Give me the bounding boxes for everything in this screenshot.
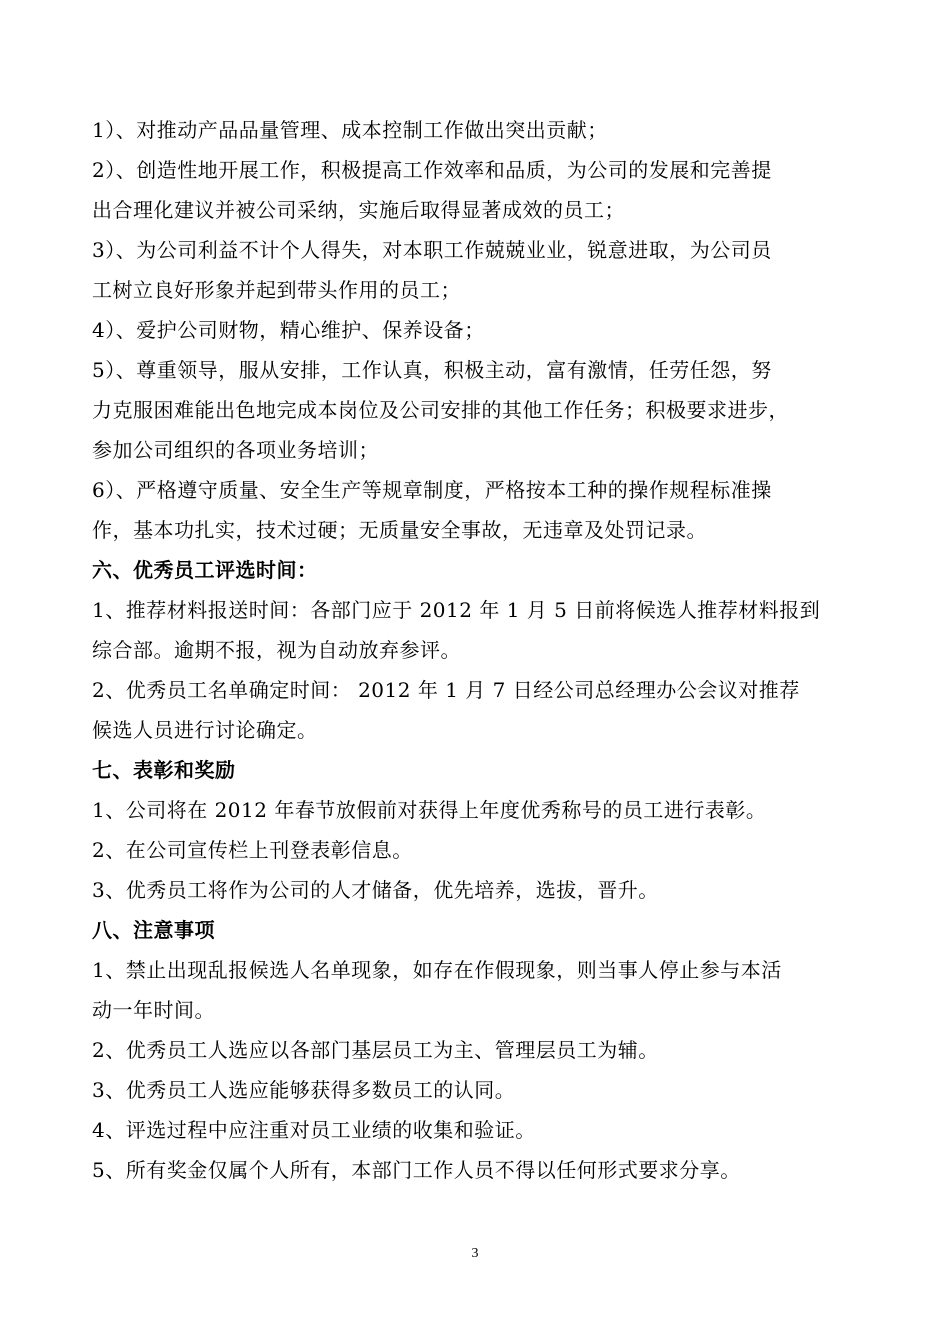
text-line: 参加公司组织的各项业务培训； (92, 438, 379, 462)
text-line: 作，基本功扎实，技术过硬；无质量安全事故，无违章及处罚记录。 (92, 518, 707, 542)
text-line: 6）、严格遵守质量、安全生产等规章制度，严格按本工种的操作规程标准操 (92, 478, 772, 502)
text-line: 候选人员进行讨论确定。 (92, 718, 318, 742)
text-line: 3、优秀员工将作为公司的人才储备，优先培养，选拔，晋升。 (92, 878, 659, 902)
text-line: 动一年时间。 (92, 998, 215, 1022)
text-line: 2、优秀员工名单确定时间： 2012 年 1 月 7 日经公司总经理办公会议对推荐 (92, 678, 800, 702)
text-line: 2、在公司宣传栏上刊登表彰信息。 (92, 838, 413, 862)
text-line: 出合理化建议并被公司采纳，实施后取得显著成效的员工； (92, 198, 625, 222)
text-line: 工树立良好形象并起到带头作用的员工； (92, 278, 461, 302)
text-line: 4）、爱护公司财物，精心维护、保养设备； (92, 318, 485, 342)
text-line: 力克服困难能出色地完成本岗位及公司安排的其他工作任务；积极要求进步， (92, 398, 789, 422)
page-number: 3 (471, 1246, 479, 1261)
text-line: 1、禁止出现乱报候选人名单现象，如存在作假现象，则当事人停止参与本活 (92, 958, 782, 982)
text-line: 4、评选过程中应注重对员工业绩的收集和验证。 (92, 1118, 536, 1142)
text-line: 2）、创造性地开展工作，积极提高工作效率和品质，为公司的发展和完善提 (92, 158, 772, 182)
text-line: 5、所有奖金仅属个人所有，本部门工作人员不得以任何形式要求分享。 (92, 1158, 741, 1182)
document-body (92, 110, 864, 1190)
text-line: 3、优秀员工人选应能够获得多数员工的认同。 (92, 1078, 516, 1102)
section-heading: 七、表彰和奖励 (92, 758, 236, 782)
section-heading: 八、注意事项 (92, 918, 215, 942)
text-line: 1、公司将在 2012 年春节放假前对获得上年度优秀称号的员工进行表彰。 (92, 798, 767, 822)
section-heading: 六、优秀员工评选时间： (92, 558, 318, 582)
text-line: 1）、对推动产品品量管理、成本控制工作做出突出贡献； (92, 118, 608, 142)
text-line: 2、优秀员工人选应以各部门基层员工为主、管理层员工为辅。 (92, 1038, 659, 1062)
text-line: 5）、尊重领导，服从安排，工作认真，积极主动，富有激情，任劳任怨，努 (92, 358, 772, 382)
text-line: 综合部。逾期不报，视为自动放弃参评。 (92, 638, 461, 662)
text-line: 1、推荐材料报送时间：各部门应于 2012 年 1 月 5 日前将候选人推荐材料报到 (92, 598, 821, 622)
text-line: 3）、为公司利益不计个人得失，对本职工作兢兢业业，锐意进取，为公司员 (92, 238, 772, 262)
